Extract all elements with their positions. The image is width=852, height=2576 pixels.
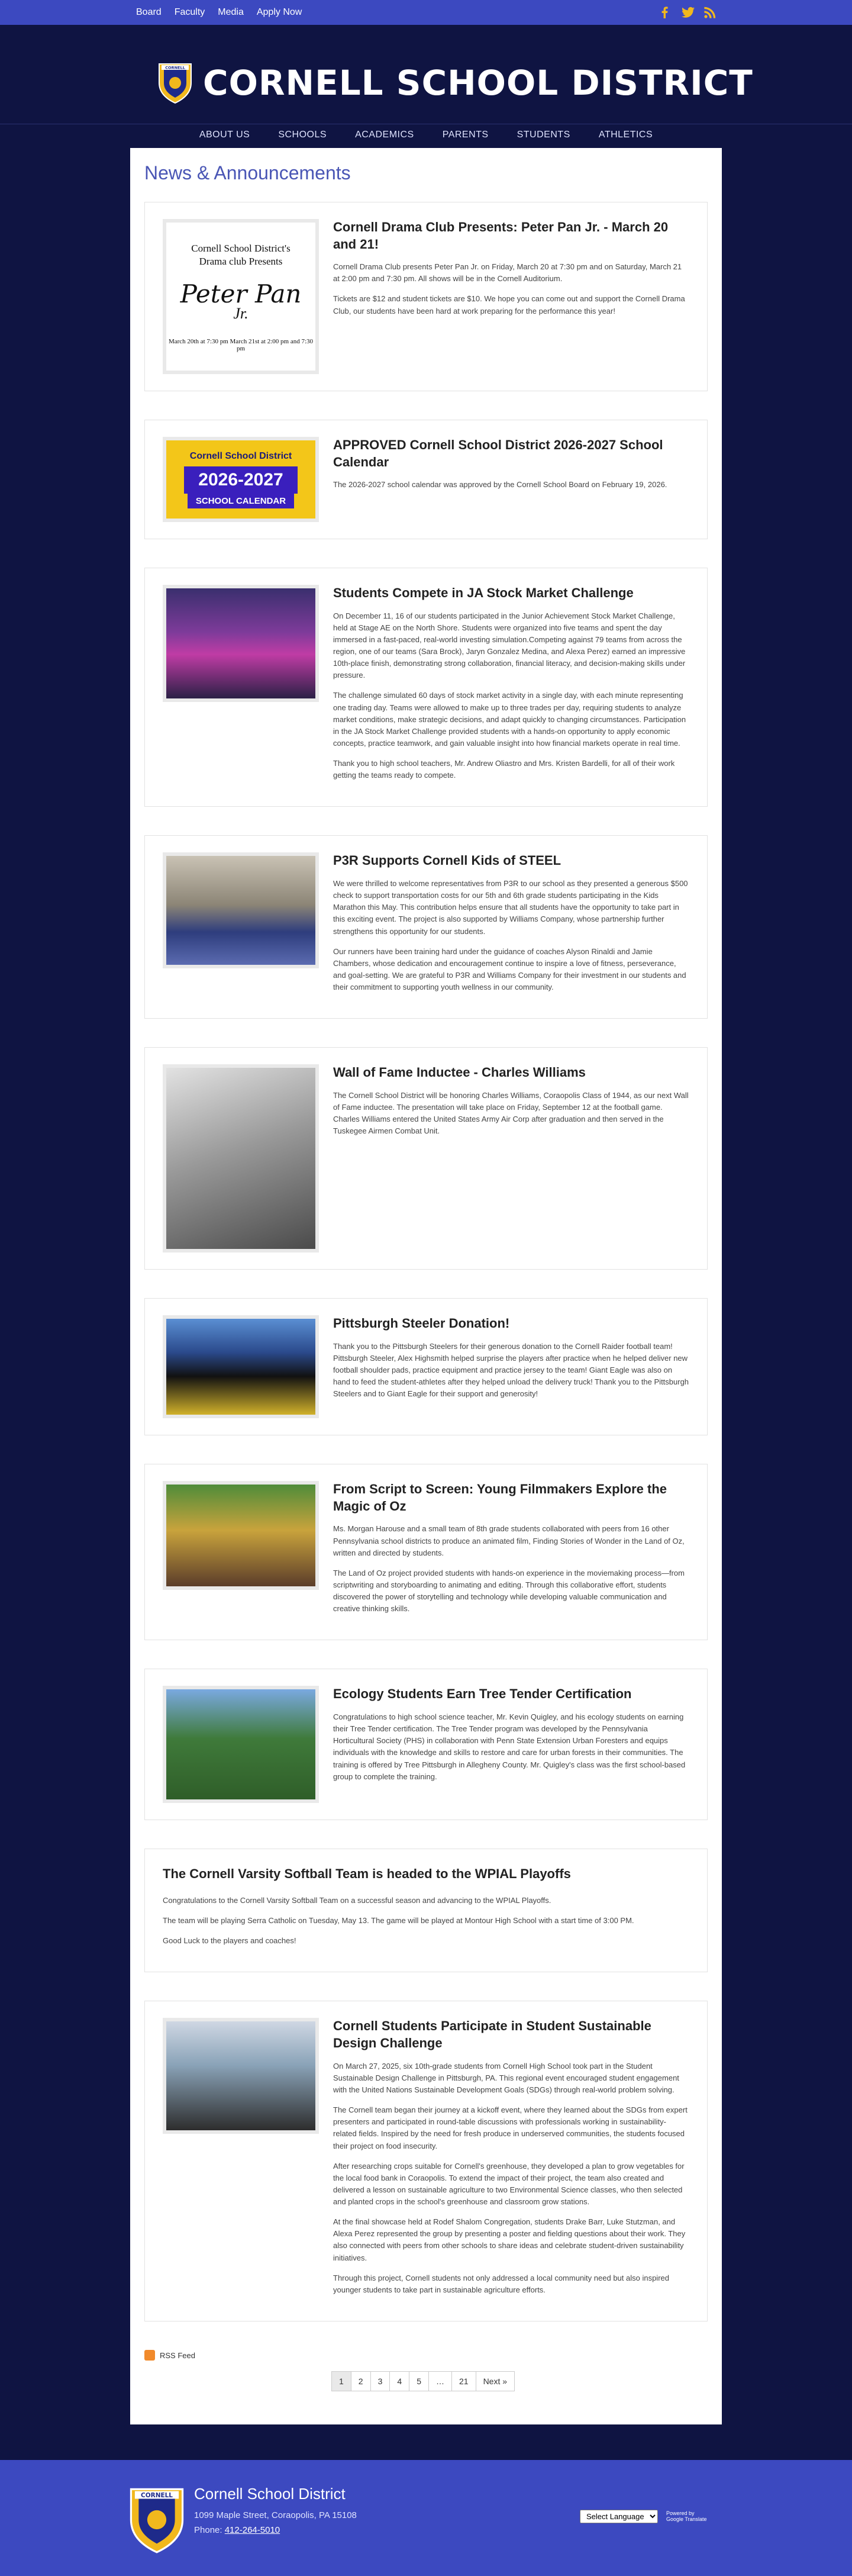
news-title[interactable]: Wall of Fame Inductee - Charles Williams [333,1065,586,1080]
page-ellipsis: … [428,2371,452,2391]
footer-phone-label: Phone: [194,2525,222,2536]
main-nav [0,123,852,147]
top-links [136,0,302,25]
news-title[interactable]: Pittsburgh Steeler Donation! [333,1316,510,1331]
page-title: News & Announcements [144,162,351,183]
twitter-icon[interactable] [682,7,693,18]
footer-phone-link[interactable]: 412-264-5010 [224,2525,280,2536]
news-card [144,568,708,807]
news-card [144,420,708,539]
page-5[interactable]: 5 [409,2371,429,2391]
news-paragraph: Ms. Morgan Harouse and a small team of 8th grade students collaborated with peers from 16 other Pennsylvania school districts to produce an animated film, Finding Stories of Wonder in the Land of Oz, written and directed by students. [333,1524,685,1557]
page-21[interactable]: 21 [451,2371,476,2391]
news-title[interactable]: The Cornell Varsity Softball Team is headed to the WPIAL Playoffs [163,1866,571,1882]
badge-sub: SCHOOL CALENDAR [188,494,294,508]
news-card [144,1047,708,1270]
gym-photo[interactable] [163,852,319,968]
portrait-photo[interactable] [163,1064,319,1252]
news-paragraph: Thank you to high school teachers, Mr. Andrew Oliastro and Mrs. Kristen Bardelli, for all of their work getting the teams ready to compete. [333,759,675,780]
facebook-icon[interactable] [659,7,671,18]
news-paragraph: We were thrilled to welcome representatives from P3R to our school as they presented a generous $500 check to support transportation costs for our 5th and 6th grade students participating in the Kids Marathon this May. This contribution helps ensure that all students have the opportunity to take part in this exciting event. The project is also supported by Williams Company, whose partnership further strengthens this opportunity for our students. [333,879,688,936]
calendar-badge-image[interactable] [163,437,319,522]
page-3[interactable]: 3 [370,2371,390,2391]
news-paragraph: On March 27, 2025, six 10th-grade students from Cornell High School took part in the Student Sustainable Design Challenge in Pittsburgh, PA. This regional event encouraged student engagement with the United Nations Sustainable Development Goals (SDGs) through real-world problem solving. [333,2061,679,2094]
footer-street: 1099 Maple Street, Coraopolis, PA 15108 [194,2510,357,2521]
news-paragraph: Our runners have been training hard under the guidance of coaches Alyson Rinaldi and Jamie Chambers, whose dedication and encouragement continue to inspire a love of fitness, perseverance, and goal-setting. We are grateful to P3R and Williams Company for their investment in our students and their commitment to supporting youth wellness in our community. [333,946,686,992]
district-shield-icon [157,62,193,104]
nav-academics[interactable]: ACADEMICS [355,130,414,140]
page-2[interactable]: 2 [351,2371,371,2391]
rss-icon[interactable] [704,7,716,18]
page-next[interactable]: Next » [476,2371,515,2391]
shield-text: CORNELL [165,65,185,70]
rss-feed-link[interactable] [144,2350,708,2361]
google-translate-badge[interactable] [666,2511,707,2523]
footer-name: Cornell School District [194,2485,346,2503]
news-card [144,835,708,1019]
news-card [144,2001,708,2321]
nav-athletics[interactable]: ATHLETICS [598,130,653,140]
news-card [144,1464,708,1640]
rss-icon [144,2350,155,2361]
news-paragraph: The Cornell School District will be honoring Charles Williams, Coraopolis Class of 1944, as our next Wall of Fame inductee. The presentation will take place on Friday, September 12 at the football game. Charles Williams entered the United States Army Air Corp after graduation and then served in the Tuskegee Airmen Combat Unit. [333,1090,689,1136]
trees-photo[interactable] [163,1686,319,1803]
news-paragraph: Good Luck to the players and coaches! [163,1936,296,1946]
news-paragraph: After researching crops suitable for Cornell's greenhouse, they developed a plan to grow vegetables for the local food bank in Coraopolis. To extend the impact of their project, the team also created and delivered a lesson on sustainable agriculture to two Environmental Science classes, who then selected and planted crops in the school's greenhouse and classroom grow stations. [333,2161,685,2207]
top-link-board[interactable]: Board [136,7,162,17]
news-card [144,202,708,391]
flyer-jr: Jr. [233,305,248,322]
news-title[interactable]: From Script to Screen: Young Filmmakers Explore the Magic of Oz [333,1482,667,1514]
news-paragraph: Thank you to the Pittsburgh Steelers for their generous donation to the Cornell Raider football team! Pittsburgh Steeler, Alex Highsmith helped surprise the players after practice when he helped deliver new football shoulder pads, practice equipment and practice jersey to the team! Giant Eagle was also on hand to feed the student-athletes after they helped unload the delivery truck! Thank you to the Pittsburgh Steelers and to Giant Eagle for their support and generosity! [333,1341,689,1399]
top-bar [0,0,852,25]
nav-schools[interactable]: SCHOOLS [278,130,327,140]
news-paragraph: The Land of Oz project provided students with hands-on experience in the moviemaking process—from scriptwriting and storyboarding to animating and editing. Through this collaborative effort, students discovered the power of storytelling and technology while developing valuable communication and creative thinking skills. [333,1568,685,1614]
news-paragraph: On December 11, 16 of our students participated in the Junior Achievement Stock Market Challenge, held at Stage AE on the North Shore. Students were organized into five teams and spent the day immersed in a fast-paced, real-world investing simulation.Competing against 79 teams from across the region, one of our teams (Sara Brock), Jaryn Gonzalez Medina, and Alexa Perez) earned an impressive 10th-place finish, demonstrating strong collaboration, financial literacy, and decision-making skills under pressure. [333,611,686,680]
district-shield-icon [127,2485,186,2555]
news-card [144,1298,708,1435]
pagination [331,2371,708,2391]
news-paragraph: Cornell Drama Club presents Peter Pan Jr. on Friday, March 20 at 7:30 pm and on Saturday, March 21 at 2:00 pm and 7:30 pm. All shows will be in the Cornell Auditorium. [333,262,682,284]
flyer-dates: March 20th at 7:30 pm March 21st at 2:00 pm and 7:30 pm [168,338,314,352]
language-selector [580,2510,707,2523]
news-paragraph: Tickets are $12 and student tickets are $10. We hope you can come out and support the Cornell Drama Club, our students have been hard at work preparing for the performance this year! [333,294,685,315]
badge-year: 2026-2027 [184,466,297,494]
footer-phone-row [194,2525,357,2535]
social-links [659,0,716,25]
news-title[interactable]: Cornell Students Participate in Student Sustainable Design Challenge [333,2018,651,2051]
news-paragraph: Congratulations to high school science teacher, Mr. Kevin Quigley, and his ecology students on earning their Tree Tender certification. The Tree Tender program was developed by the Pennsylvania Horticultural Society (PHS) in collaboration with Penn State Extension Urban Foresters and equips individuals with the knowledge and skills to restore and care for urban forests in their communities. The training is offered by Tree Pittsburgh in Allegheny County. Mr. Quigley's class was the first school-based group to complete the training. [333,1712,686,1781]
oz-photo[interactable] [163,1481,319,1590]
news-paragraph: Through this project, Cornell students not only addressed a local community need but also inspired younger students to take part in sustainable agriculture efforts. [333,2273,669,2294]
masthead [0,25,852,140]
stage-photo[interactable] [163,585,319,702]
news-title[interactable]: Cornell Drama Club Presents: Peter Pan Jr. - March 20 and 21! [333,220,669,252]
site-title: CORNELL SCHOOL DISTRICT [203,63,753,103]
nav-students[interactable]: STUDENTS [517,130,570,140]
news-title[interactable]: P3R Supports Cornell Kids of STEEL [333,853,561,868]
page-4[interactable]: 4 [389,2371,409,2391]
main-content [130,148,722,2424]
news-paragraph: The challenge simulated 60 days of stock market activity in a single day, with each minute representing one trading day. Teams were allowed to make up to three trades per day, requiring students to analyze market conditions, make strategic decisions, and adapt quickly to changing circumstances. Participation in the JA Stock Market Challenge provided students with a hands-on opportunity to apply economic concepts, practice teamwork, and gain valuable insight into how financial markets operate in real time. [333,691,686,748]
flyer-line-2: Drama club Presents [199,256,283,267]
truck-photo[interactable] [163,1315,319,1418]
nav-parents[interactable]: PARENTS [442,130,489,140]
shield-text: CORNELL [141,2492,173,2500]
news-paragraph: The team will be playing Serra Catholic on Tuesday, May 13. The game will be played at Montour High School with a start time of 3:00 PM. [163,1916,634,1925]
news-card [144,1849,708,1972]
translate-brand: Google Translate [666,2516,707,2522]
drama-flyer-image[interactable] [163,219,319,374]
news-title[interactable]: Students Compete in JA Stock Market Challenge [333,585,634,600]
news-title[interactable]: Ecology Students Earn Tree Tender Certification [333,1686,632,1702]
news-card [144,1669,708,1820]
news-paragraph: Congratulations to the Cornell Varsity Softball Team on a successful season and advancing to the WPIAL Playoffs. [163,1896,551,1905]
top-link-faculty[interactable]: Faculty [174,7,205,17]
poster-photo[interactable] [163,2018,319,2134]
rss-label: RSS Feed [160,2350,195,2360]
news-title[interactable]: APPROVED Cornell School District 2026-2027 School Calendar [333,437,663,469]
language-select[interactable] [580,2510,658,2523]
badge-top: Cornell School District [189,450,292,461]
top-link-media[interactable]: Media [218,7,244,17]
news-paragraph: At the final showcase held at Rodef Shalom Congregation, students Drake Barr, Luke Stutzman, and Alexa Perez represented the group by presenting a poster and fielding questions about their work. They also connected with peers from other schools to share ideas and celebrate student-driven sustainability initiatives. [333,2217,686,2262]
powered-by-label: Powered by [666,2510,695,2516]
top-link-apply-now[interactable]: Apply Now [256,7,302,17]
flyer-show-title: Peter Pan [180,279,302,308]
site-footer [0,2460,852,2576]
page-1[interactable]: 1 [331,2371,351,2391]
site-logo[interactable] [157,62,753,104]
news-paragraph: The 2026-2027 school calendar was approved by the Cornell School Board on February 19, 2026. [333,480,667,490]
nav-about-us[interactable]: ABOUT US [199,130,250,140]
footer-address [194,2485,357,2540]
flyer-line-1: Cornell School District's [191,243,291,254]
news-paragraph: The Cornell team began their journey at a kickoff event, where they learned about the SDGs from expert presenters and participated in round-table discussions with professionals working in sustainability-related fields. Inspired by the need for fresh produce in underserved communities, the students focused their project on food insecurity. [333,2105,688,2150]
